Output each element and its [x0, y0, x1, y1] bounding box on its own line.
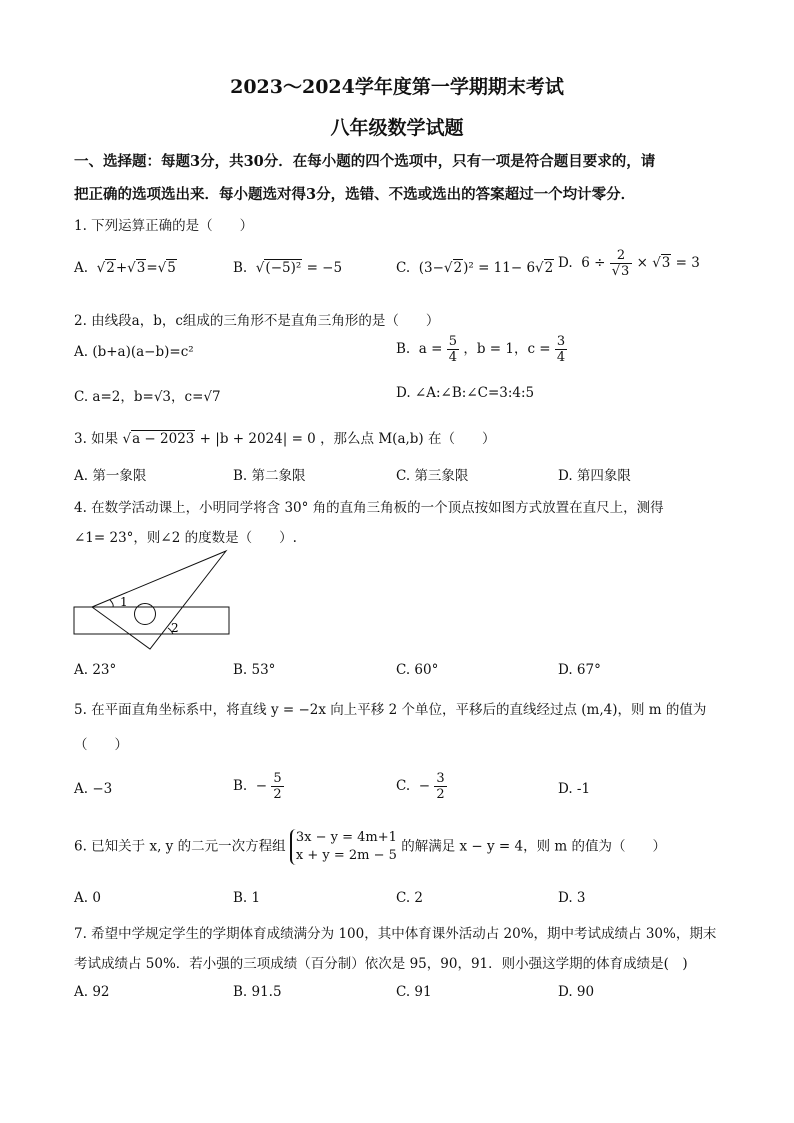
q1-b-expr: √(−5)² = −5: [251, 260, 343, 276]
q1-d-label: D.: [558, 255, 573, 271]
section-instructions-line2: 把正确的选项选出来．每小题选对得3分，选错、不选或选出的答案超过一个均计零分．: [74, 186, 636, 203]
q4-option-a: A. 23°: [74, 662, 117, 678]
q5-b-label: B.: [233, 778, 248, 794]
q2-option-a: A. (b+a)(a−b)=c²: [74, 344, 194, 360]
q1-option-c: [396, 260, 554, 276]
section-instructions-line1: 一、选择题：每题3分，共30分．在每小题的四个选项中，只有一项是符合题目要求的，请: [74, 153, 656, 170]
q3-stem-pre: 3. 如果: [74, 431, 119, 447]
angle-1-label: 1: [120, 595, 128, 609]
q3-option-d: D. 第四象限: [558, 468, 631, 484]
q5-option-d: D. -1: [558, 781, 591, 797]
q2-b-label: B.: [396, 341, 411, 357]
q3-stem: [74, 427, 495, 447]
q5-line2: （ ）: [74, 737, 128, 753]
q6-stem-pre: 6. 已知关于 x, y 的二元一次方程组: [74, 838, 286, 855]
q5-option-b: [233, 771, 284, 802]
q4-option-b: B. 53°: [233, 662, 276, 678]
q1-c-expr: (3−√2)² = 11− 6√2: [414, 260, 554, 276]
q3-expr: √a − 2023 + |b + 2024| = 0: [122, 431, 316, 447]
q5-line1: 5. 在平面直角坐标系中，将直线 y = −2x 向上平移 2 个单位，平移后的直线经过点 (m,4)，则 m 的值为: [74, 702, 707, 718]
q1-a-expr: √2+√3=√5: [92, 260, 176, 276]
q2-option-d: D. ∠A:∠B:∠C=3:4:5: [396, 385, 535, 401]
q6-option-b: B. 1: [233, 890, 261, 906]
angle-2-label: 2: [171, 621, 179, 635]
angle-1-arc: [110, 600, 113, 607]
q1-c-label: C.: [396, 260, 411, 276]
q6-stem-post: 的解满足 x − y = 4，则 m 的值为（ ）: [401, 838, 666, 855]
q1-b-label: B.: [233, 260, 248, 276]
q4-figure: [70, 548, 240, 658]
exam-subtitle: 八年级数学试题: [330, 117, 464, 139]
q5-c-expr: − $\frac{3}{2}$: [414, 771, 445, 802]
q2-option-b: [396, 334, 567, 365]
q3-stem-post: ，那么点 M(a,b) 在（ ）: [320, 431, 496, 447]
q6-option-a: A. 0: [74, 890, 101, 906]
q4-option-d: D. 67°: [558, 662, 601, 678]
q3-option-a: A. 第一象限: [74, 468, 147, 484]
q2-option-c: C. a=2，b=√3，c=√7: [74, 389, 221, 405]
q1-a-label: A.: [74, 260, 89, 276]
q5-b-expr: − $\frac{5}{2}$: [251, 771, 282, 802]
q2-stem: 2. 由线段a，b，c组成的三角形不是直角三角形的是（ ）: [74, 313, 440, 329]
q6-equation-system: [290, 829, 397, 865]
q7-option-c: C. 91: [396, 984, 432, 1000]
q6-eq1: 3x − y = 4m+1: [295, 830, 397, 845]
q7-option-d: D. 90: [558, 984, 595, 1000]
q7-line1: 7. 希望中学规定学生的学期体育成绩满分为 100，其中体育课外活动占 20%，期中考试成绩占 30%，期末: [74, 926, 717, 942]
q6-eq2: x + y = 2m − 5: [295, 848, 397, 863]
exam-title: 2023～2024学年度第一学期期末考试: [230, 76, 564, 98]
q1-option-a: [74, 260, 177, 276]
q7-option-a: A. 92: [74, 984, 110, 1000]
q1-option-d: [558, 248, 700, 279]
q5-option-c: [396, 771, 447, 802]
q4-line1: 4. 在数学活动课上，小明同学将含 30° 角的直角三角板的一个顶点按如图方式放置在直尺上，测得: [74, 500, 664, 516]
q6-option-d: D. 3: [558, 890, 586, 906]
q2-b-expr: a = $\frac{5}{4}$ ，b = 1，c = $\frac{3}{4}$: [414, 334, 566, 365]
q5-c-label: C.: [396, 778, 411, 794]
q1-option-b: [233, 260, 342, 276]
q3-option-c: C. 第三象限: [396, 468, 469, 484]
q4-line2: ∠1= 23°，则∠2 的度数是（ ）.: [74, 530, 297, 546]
q1-stem: 1. 下列运算正确的是（ ）: [74, 218, 254, 234]
q7-line2: 考试成绩占 50%．若小强的三项成绩（百分制）依次是 95，90，91．则小强这学期的体育成绩是( ): [74, 956, 688, 972]
q3-option-b: B. 第二象限: [233, 468, 306, 484]
q6-option-c: C. 2: [396, 890, 424, 906]
q5-option-a: A. −3: [74, 781, 113, 797]
q6-stem: [74, 829, 666, 865]
q7-option-b: B. 91.5: [233, 984, 282, 1000]
q4-option-c: C. 60°: [396, 662, 439, 678]
q1-d-expr: 6 ÷ $\frac{2}{√3}$ × √3 = 3: [576, 248, 700, 279]
